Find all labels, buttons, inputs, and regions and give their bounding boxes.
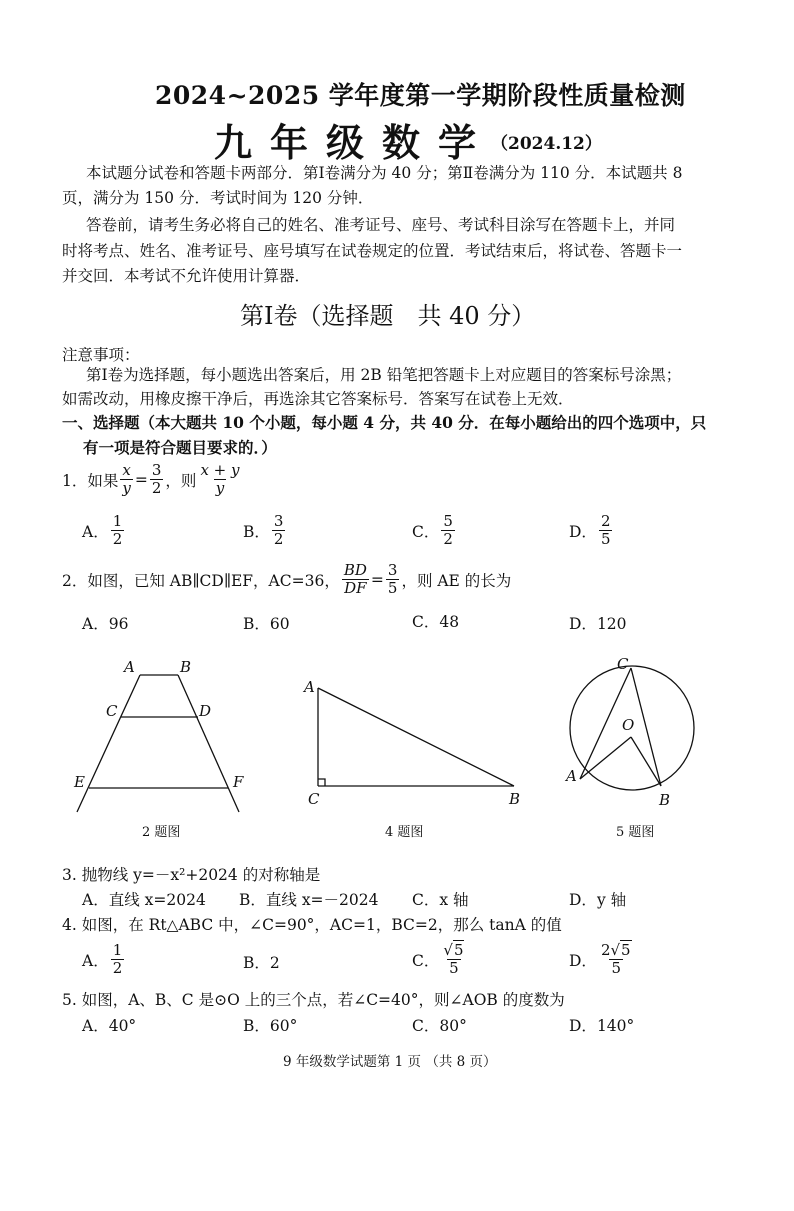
option-d[interactable]: D．140° (569, 1017, 635, 1035)
figure-caption: 2 题图 (142, 825, 181, 840)
option-b[interactable]: B．直线 x=－2024 (239, 891, 379, 909)
option-a[interactable]: A． $\frac{1}{2}$ (82, 512, 123, 548)
point-label-a: A (124, 658, 135, 676)
point-label-f: F (233, 773, 244, 791)
figure-caption: 5 题图 (616, 825, 655, 840)
intro-line: 本试题分试卷和答题卡两部分．第Ⅰ卷满分为 40 分；第Ⅱ卷满分为 110 分．本试题共 8 (86, 164, 683, 182)
option-c[interactable]: C． $\frac{√5}{5}$ (412, 941, 464, 977)
option-a[interactable]: A． $\frac{1}{2}$ (82, 941, 123, 977)
point-label-a: A (304, 678, 315, 696)
point-label-c: C (617, 655, 629, 673)
point-label-b: B (509, 790, 521, 808)
exam-title: 2024~2025 学年度第一学期阶段性质量检测 (155, 81, 686, 110)
option-d[interactable]: D． $\frac{2√5}{5}$ (569, 941, 631, 977)
option-d[interactable]: D．y 轴 (569, 891, 627, 909)
question-5: 5. 如图，A、B、C 是⊙O 上的三个点，若∠C=40°，则∠AOB 的度数为 (62, 991, 565, 1009)
intro-line: 页，满分为 150 分．考试时间为 120 分钟． (62, 189, 374, 207)
section-title: 第Ⅰ卷（选择题 共 40 分） (240, 302, 536, 330)
point-label-d: D (199, 702, 212, 720)
option-a[interactable]: A．40° (82, 1017, 137, 1035)
option-c[interactable]: C．x 轴 (412, 891, 469, 909)
subject-title: 九年级数学 (214, 120, 495, 165)
option-a[interactable]: A．直线 x=2024 (82, 891, 206, 909)
option-c[interactable]: C．48 (412, 613, 460, 631)
intro-line: 时将考点、姓名、准考证号、座号填写在试卷规定的位置．考试结束后，将试卷、答题卡一 (62, 242, 683, 260)
question-1 (62, 462, 243, 497)
equals-sign: = (134, 470, 148, 489)
question-2 (62, 562, 511, 597)
question-number: 2． (62, 571, 88, 590)
option-c[interactable]: C． $\frac{5}{2}$ (412, 512, 453, 548)
question-3: 3. 抛物线 y=－x²+2024 的对称轴是 (62, 866, 321, 884)
notice-line: 第Ⅰ卷为选择题，每小题选出答案后，用 2B 铅笔把答题卡上对应题目的答案标号涂黑； (86, 366, 682, 384)
option-c[interactable]: C．80° (412, 1017, 467, 1035)
part-heading: 有一项是符合题目要求的．） (83, 438, 277, 457)
notice-line: 如需改动，用橡皮擦干净后，再选涂其它答案标号．答案写在试卷上无效． (62, 390, 574, 408)
fraction: $\frac{x}{y}$ (122, 461, 131, 497)
option-b[interactable]: B．60 (243, 615, 290, 633)
fraction: $\frac{3}{5}$ (387, 561, 398, 597)
fraction: $\frac{BD}{DF}$ (343, 561, 367, 597)
question-text: 如果 (87, 471, 119, 490)
option-d[interactable]: D． $\frac{2}{5}$ (569, 512, 611, 548)
option-b[interactable]: B． $\frac{3}{2}$ (243, 512, 284, 548)
notice-label: 注意事项： (62, 346, 140, 364)
point-label-c: C (106, 702, 118, 720)
figure-4 (318, 688, 514, 786)
question-number: 1． (62, 471, 88, 490)
point-label-b: B (180, 658, 192, 676)
part-heading: 一、选择题（本大题共 10 个小题，每小题 4 分，共 40 分．在每小题给出的四个选项中，只 (62, 413, 707, 432)
point-label-c: C (308, 790, 320, 808)
equals-sign: = (370, 570, 384, 589)
option-b[interactable]: B．2 (243, 954, 280, 972)
intro-line: 答卷前，请考生务必将自己的姓名、准考证号、座号、考试科目涂写在答题卡上，并同 (86, 216, 676, 234)
figures (0, 650, 794, 850)
figure-2 (77, 675, 239, 812)
question-4: 4. 如图，在 Rt△ABC 中，∠C=90°，AC=1，BC=2，那么 tanA 的值 (62, 916, 562, 934)
exam-date: （2024.12） (491, 134, 602, 154)
option-a[interactable]: A．96 (82, 615, 129, 633)
point-label-o: O (622, 716, 635, 734)
point-label-e: E (74, 773, 85, 791)
intro-line: 并交回．本考试不允许使用计算器． (62, 267, 311, 285)
question-text: 如图，已知 AB∥CD∥EF，AC=36， (87, 571, 340, 590)
question-text: ，则 (165, 471, 197, 490)
question-text: ，则 AE 的长为 (401, 571, 512, 590)
point-label-b: B (659, 791, 671, 809)
page-footer: 9 年级数学试题第 1 页 （共 8 页） (283, 1054, 497, 1070)
point-label-a: A (566, 767, 577, 785)
option-b[interactable]: B．60° (243, 1017, 298, 1035)
fraction: $\frac{x + y}{y}$ (200, 461, 240, 497)
option-d[interactable]: D．120 (569, 615, 627, 633)
fraction: $\frac{3}{2}$ (151, 461, 162, 497)
figure-caption: 4 题图 (385, 825, 424, 840)
